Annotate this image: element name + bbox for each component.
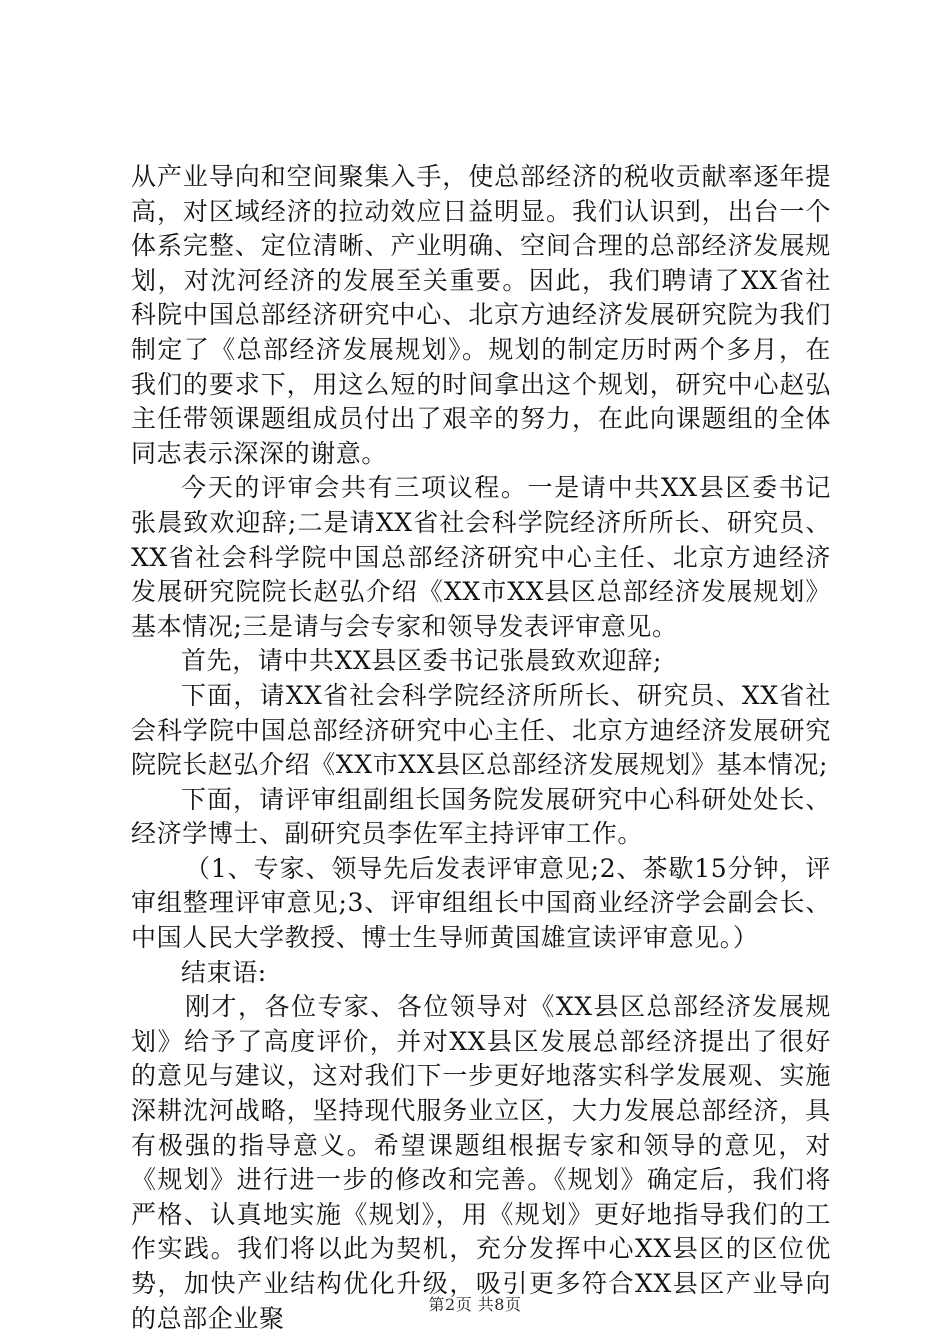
paragraph-closing-remarks: 刚才，各位专家、各位领导对《XX县区总部经济发展规划》给予了高度评价，并对XX县区发展总部经济提出了很好的意见与建议，这对我们下一步更好地落实科学发展观、实施深耕沈河战略，坚持现代服务业立区，大力发展总部经济，具有极强的指导意义。希望课题组根据专家和领导的意见，对《规划》进行进一步的修改和完善。《规划》确定后，我们将严格、认真地实施《规划》，用《规划》更好地指导我们的工作实践。我们将以此为契机，充分发挥中心XX县区的区位优势，加快产业结构优化升级，吸引更多符合XX县区产业导向的总部企业聚 <box>131 992 831 1333</box>
paragraph-closing-heading: 结束语: <box>181 957 267 987</box>
paragraph-review-steps: （1、专家、领导先后发表评审意见;2、茶歇15分钟，评审组整理评审意见;3、评审组组长中国商业经济学会副会长、中国人民大学教授、博士生导师黄国雄宣读评审意见。） <box>131 853 831 953</box>
page-number-footer: 第2页 共8页 <box>428 1295 522 1314</box>
paragraph-third-item: 下面，请评审组副组长国务院发展研究中心科研处处长、经济学博士、副研究员李佐军主持评审工作。 <box>131 784 831 849</box>
paragraph-first-item: 首先，请中共XX县区委书记张晨致欢迎辞; <box>181 646 663 676</box>
paragraph-second-item: 下面，请XX省社会科学院经济所所长、研究员、XX省社会科学院中国总部经济研究中心主任、北京方迪经济发展研究院院长赵弘介绍《XX市XX县区总部经济发展规划》基本情况; <box>131 680 831 780</box>
paragraph-intro-continued: 从产业导向和空间聚集入手，使总部经济的税收贡献率逐年提高，对区域经济的拉动效应日益明显。我们认识到，出台一个体系完整、定位清晰、产业明确、空间合理的总部经济发展规划，对沈河经济的发展至关重要。因此，我们聘请了XX省社科院中国总部经济研究中心、北京方迪经济发展研究院为我们制定了《总部经济发展规划》。规划的制定历时两个多月，在我们的要求下，用这么短的时间拿出这个规划，研究中心赵弘主任带领课题组成员付出了艰辛的努力，在此向课题组的全体同志表示深深的谢意。 <box>131 162 831 468</box>
document-body <box>131 160 831 1336</box>
paragraph-agenda: 今天的评审会共有三项议程。一是请中共XX县区委书记张晨致欢迎辞;二是请XX省社会科学院经济所所长、研究员、XX省社会科学院中国总部经济研究中心主任、北京方迪经济发展研究院院长赵弘介绍《XX市XX县区总部经济发展规划》基本情况;三是请与会专家和领导发表评审意见。 <box>131 473 831 641</box>
